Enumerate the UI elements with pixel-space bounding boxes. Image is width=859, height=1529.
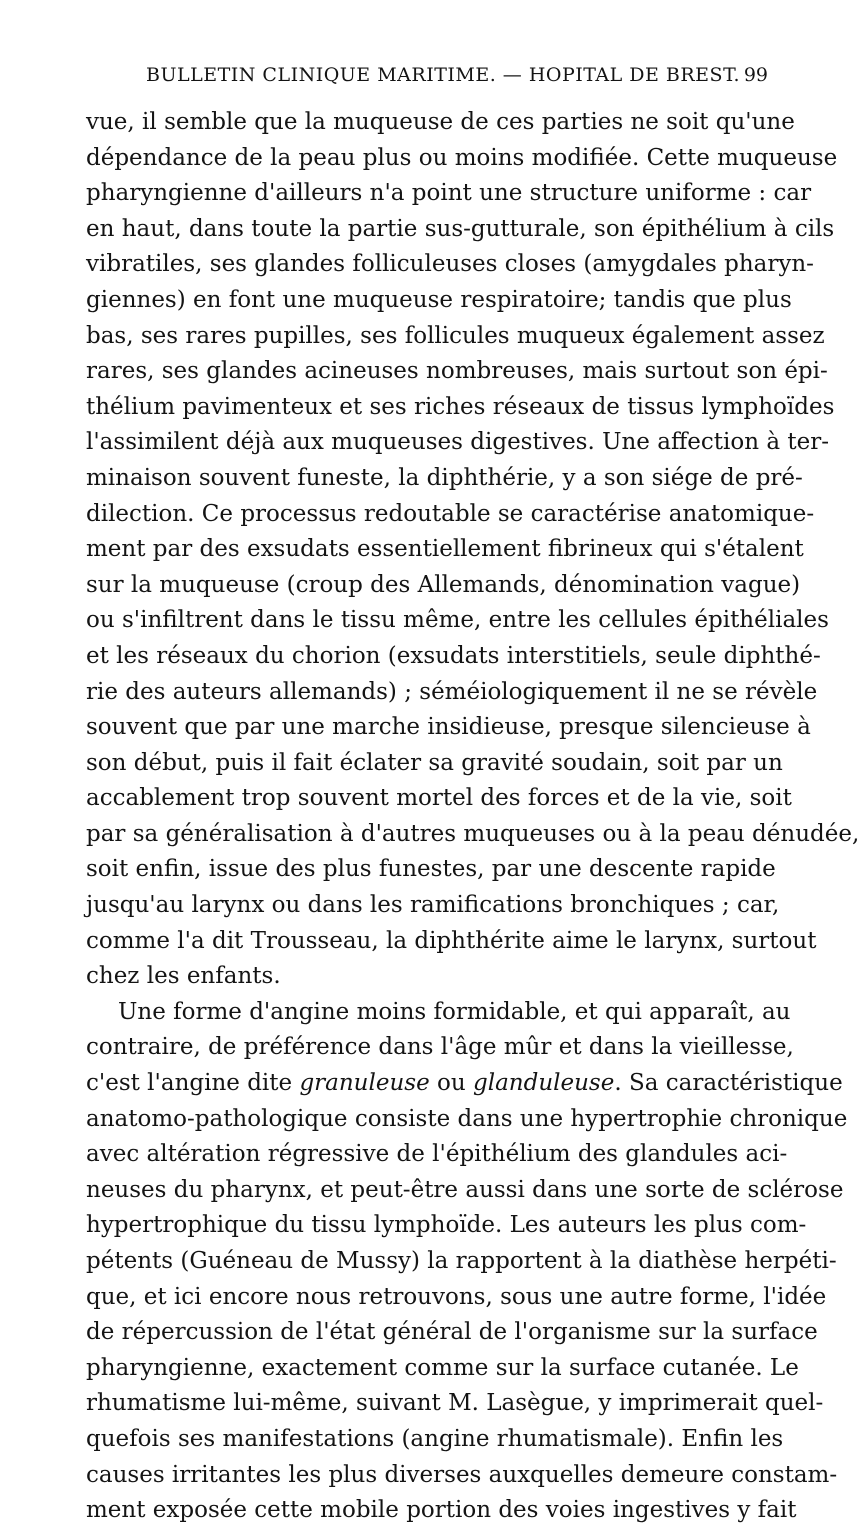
text-line: l'assimilent déjà aux muqueuses digestives. Une affection à ter- (86, 429, 829, 456)
text-line: hypertrophique du tissu lymphoïde. Les auteurs les plus com- (86, 1212, 807, 1239)
text-line: jusqu'au larynx ou dans les ramifications bronchiques ; car, (86, 892, 780, 919)
line-text-segment: ou (429, 1070, 473, 1097)
text-line: causes irritantes les plus diverses auxquelles demeure constam- (86, 1461, 838, 1488)
text-line: vibratiles, ses glandes folliculeuses closes (amygdales pharyn- (86, 251, 814, 278)
text-line: de répercussion de l'état général de l'organisme sur la surface (86, 1319, 818, 1346)
text-line: dilection. Ce processus redoutable se caractérise anatomique- (86, 500, 815, 527)
text-line: souvent que par une marche insidieuse, presque silencieuse à (86, 714, 811, 741)
text-line: quefois ses manifestations (angine rhumatismale). Enfin les (86, 1425, 784, 1452)
paragraph-1 (86, 105, 859, 995)
text-line: comme l'a dit Trousseau, la diphthérite aime le larynx, surtout (86, 927, 817, 954)
text-line: par sa généralisation à d'autres muqueuses ou à la peau dénudée, (86, 820, 859, 847)
text-line: que, et ici encore nous retrouvons, sous une autre forme, l'idée (86, 1283, 827, 1310)
text-line: accablement trop souvent mortel des forces et de la vie, soit (86, 785, 792, 812)
body-text (86, 105, 859, 1529)
text-line: sur la muqueuse (croup des Allemands, dénomination vague) (86, 571, 801, 598)
text-line: giennes) en font une muqueuse respiratoire; tandis que plus (86, 286, 792, 313)
text-line (86, 1066, 843, 1102)
text-line: avec altération régressive de l'épithélium des glandules aci- (86, 1141, 788, 1168)
paragraph-2 (86, 995, 848, 1529)
text-line: pétents (Guéneau de Mussy) la rapportent à la diathèse herpéti- (86, 1248, 837, 1274)
text-line: pharyngienne, exactement comme sur la surface cutanée. Le (86, 1354, 799, 1381)
text-line: dépendance de la peau plus ou moins modifiée. Cette muqueuse (86, 144, 838, 171)
page-number: 99 (743, 64, 768, 86)
line-text-segment: c'est l'angine dite (86, 1070, 300, 1097)
text-line: contraire, de préférence dans l'âge mûr et dans la vieillesse, (86, 1034, 794, 1061)
text-line: minaison souvent funeste, la diphthérie, y a son siége de pré- (86, 464, 803, 491)
text-line: rares, ses glandes acineuses nombreuses, mais surtout son épi- (86, 358, 828, 385)
text-line: rhumatisme lui-même, suivant M. Lasègue, y imprimerait quel- (86, 1390, 824, 1417)
text-line: ment par des exsudats essentiellement fibrineux qui s'étalent (86, 536, 804, 563)
text-line: et les réseaux du chorion (exsudats interstitiels, seule diphthé- (86, 642, 821, 669)
italic-term: glanduleuse (473, 1070, 615, 1097)
text-line: pharyngienne d'ailleurs n'a point une structure uniforme : car (86, 180, 812, 207)
text-line: vue, il semble que la muqueuse de ces parties ne soit qu'une (86, 109, 795, 135)
text-line: anatomo-pathologique consiste dans une hypertrophie chronique (86, 1105, 848, 1132)
text-line: son début, puis il fait éclater sa gravité soudain, soit par un (86, 749, 783, 776)
text-line: neuses du pharynx, et peut-être aussi dans une sorte de sclérose (86, 1176, 844, 1203)
running-title: BULLETIN CLINIQUE MARITIME. — HOPITAL DE BREST. (146, 64, 740, 86)
line-text-segment: . Sa caractéristique (614, 1070, 843, 1097)
text-line: soit enfin, issue des plus funestes, par une descente rapide (86, 856, 776, 883)
text-line: ment exposée cette mobile portion des voies ingestives y fait (86, 1497, 797, 1524)
text-line: ou s'infiltrent dans le tissu même, entre les cellules épithéliales (86, 607, 829, 634)
italic-term: granuleuse (299, 1070, 430, 1097)
text-line: bas, ses rares pupilles, ses follicules muqueux également assez (86, 322, 825, 349)
text-line: thélium pavimenteux et ses riches réseaux de tissus lymphoïdes (86, 393, 835, 420)
text-line: chez les enfants. (86, 963, 281, 990)
page-header (84, 64, 768, 90)
text-line: rie des auteurs allemands) ; séméiologiquement il ne se révèle (86, 678, 818, 705)
text-line: Une forme d'angine moins formidable, et qui apparaît, au (118, 998, 791, 1025)
text-line: en haut, dans toute la partie sus-gutturale, son épithélium à cils (86, 215, 835, 242)
